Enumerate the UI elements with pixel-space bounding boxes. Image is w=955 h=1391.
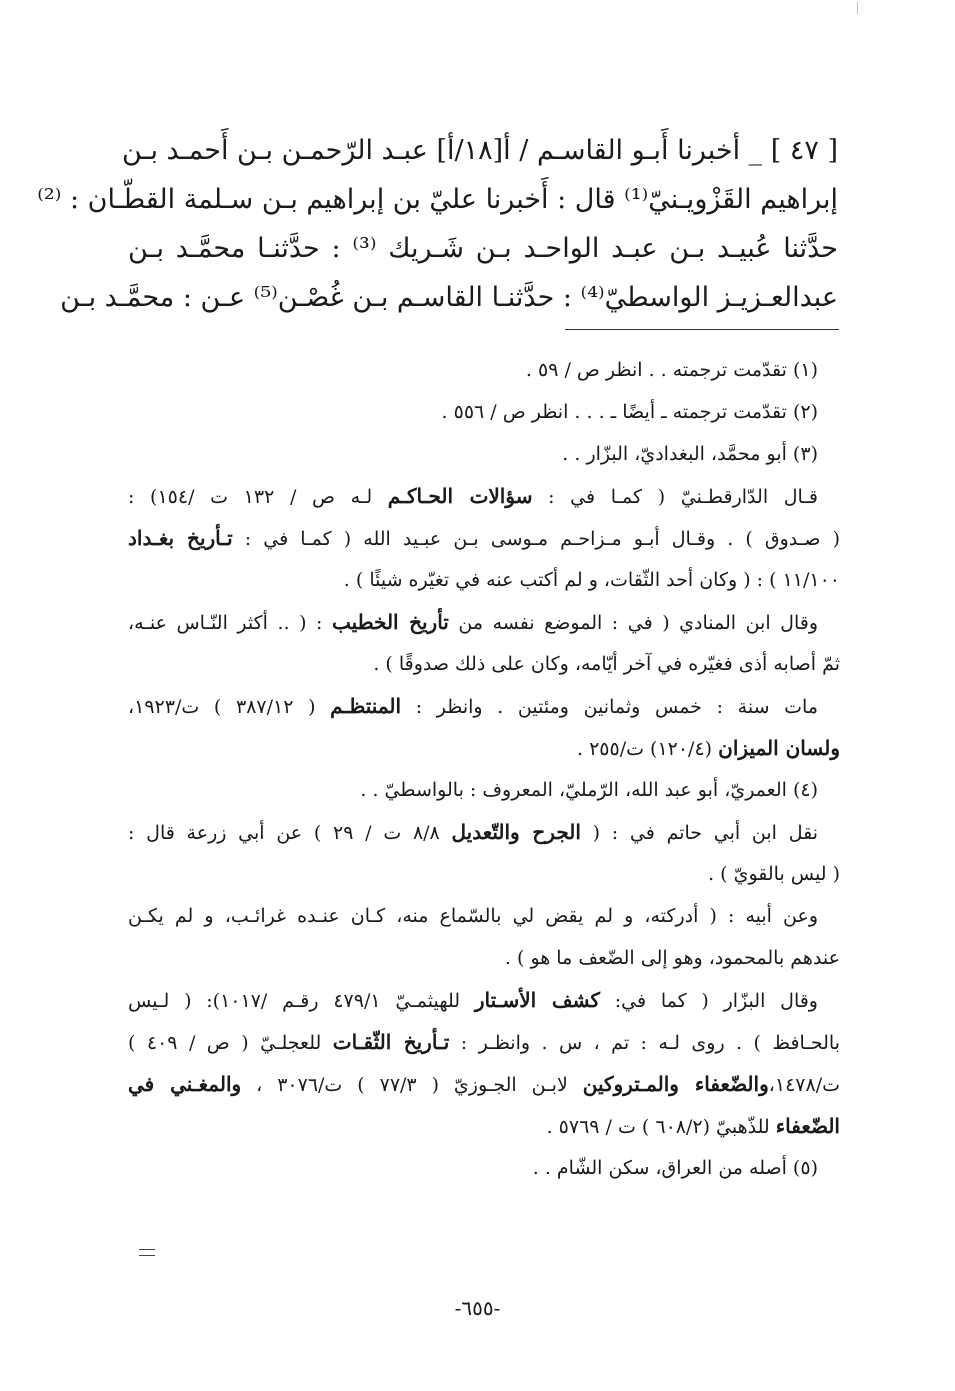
footnote-line: مات سنة : خمس وثمانين ومئتين . وانظر : المنتظـم ( ٣٨٧/١٢ ) ت/١٩٢٣، xyxy=(128,694,818,718)
continuation-mark xyxy=(139,1249,155,1257)
footnote-line: (٢) تقدّمت ترجمته ـ أيضًا ـ . . . انظر ص / ٥٥٦ . xyxy=(441,401,818,423)
footnote-line: (٤) العمريّ، أبو عبد الله، الرّمليّ، المعروف : بالواسطيّ . . xyxy=(360,779,818,801)
footnote-line: وقال ابن المنادي ( في : الموضع نفسه من تأريخ الخطيب : ( .. أكثر النّـاس عنـه، xyxy=(128,610,819,634)
book-title: تأريخ الخطيب xyxy=(331,610,449,634)
main-text-block xyxy=(37,126,839,322)
footnote-line: عندهم بالمحمود، وهو إلى الضّعف ما هو ) . xyxy=(504,947,840,969)
main-text-line: عبدالعـزيـز الواسطيّ⁽⁴⁾ : حدَّثنـا القاسـم بـن غُصْـن⁽⁵⁾ عـن : محمَّـد بـن xyxy=(60,282,838,313)
footnote-line: الضّعفاء للذّهبيّ (٦٠٨/٢ ) ت / ٥٧٦٩ . xyxy=(546,1114,840,1138)
book-title: المنتظـم xyxy=(330,694,402,718)
book-title: تـأريخ الثّقـات xyxy=(332,1030,450,1054)
footnote-line: ١١/١٠٠ ) : ( وكان أحد الثّقات، و لم أكتب عنه في تغيّره شيئًا ) . xyxy=(343,569,840,591)
main-text-line: إبراهيم القَزْويـنيّ⁽¹⁾ قال : أَخبرنا عليّ بن إبراهيم بـن سـلمة القطّـان : ⁽²⁾ xyxy=(37,184,838,215)
footnote-line: نقل ابن أبي حاتم في : ( الجرح والتّعديل ٨/٨ ت / ٢٩ ) عن أبي زرعة قال : xyxy=(128,820,818,844)
footnote-line: (١) تقدّمت ترجمته . . انظر ص / ٥٩ . xyxy=(525,359,818,381)
scan-mark xyxy=(857,2,858,14)
book-title: كشف الأسـتار xyxy=(474,988,600,1012)
footnote-line: ثمّ أصابه أذى فغيّره في آخر أيّامه، وكان على ذلك صدوقًا ) . xyxy=(373,653,840,675)
footnote-line: وقال البزّار ( كما في: كشف الأسـتار للهيثمـيّ ٤٧٩/١ رقـم /١٠١٧): ( لـيس xyxy=(128,988,818,1012)
page-number: -٦٥٥- xyxy=(454,1296,501,1320)
book-title: ولسان الميزان xyxy=(718,736,840,760)
footnote-line: ( ليس بالقويّ ) . xyxy=(708,863,840,885)
footnote-line: وعن أبيه : ( أدركته، و لم يقض لي بالسّماع منه، كـان عنـده غرائـب، و لم يكـن xyxy=(128,905,818,927)
main-text-line: [ ٤٧ ] _ أخبرنا أَبـو القاسـم / أ[١٨/أ] عبـد الرّحمـن بـن أَحمـد بـن xyxy=(122,135,838,166)
footnote-line: ( صـدوق ) . وقـال أبـو مـزاحـم مـوسى بـن عبـيد الله ( كمـا في : تـأريخ بغـداد xyxy=(128,526,840,550)
book-title: سؤالات الحـاكـم xyxy=(387,484,533,508)
footnote-separator xyxy=(565,329,839,330)
main-text-line: حدَّثنا عُبيـد بـن عبـد الواحـد بـن شَـريك ⁽³⁾ : حدَّثنـا محمَّـد بـن xyxy=(128,233,839,264)
footnote-line: (٥) أصله من العراق، سكن الشّام . . xyxy=(532,1157,818,1179)
footnote-line: ولسان الميزان (١٢٠/٤) ت/٢٥٥ . xyxy=(576,736,840,760)
footnote-line: ت/١٤٧٨،والضّعفاء والمـتروكين لابـن الجـوزيّ ( ٧٧/٣ ) ت/٣٠٧٦ ، والمغـني في xyxy=(128,1072,841,1096)
book-title: والضّعفاء والمـتروكين xyxy=(582,1072,769,1096)
book-title: والمغـني في xyxy=(128,1072,242,1096)
footnote-line: قـال الدّارقطـنيّ ( كمـا في : سؤالات الحـاكـم لـه ص / ١٣٢ ت /١٥٤) : xyxy=(128,484,818,508)
footnote-line: بالحـافظ ) . روى لـه : تم ، س . وانظـر : تـأريخ الثّقـات للعجلـيّ ( ص / ٤٠٩ ) xyxy=(128,1030,841,1054)
book-title: تـأريخ بغـداد xyxy=(128,526,233,550)
book-title: الضّعفاء xyxy=(775,1114,840,1138)
footnotes-block xyxy=(128,349,840,1189)
book-title: الجرح والتّعديل xyxy=(451,820,581,844)
footnote-line: (٣) أبو محمَّد، البغداديّ، البزّار . . xyxy=(562,443,818,465)
